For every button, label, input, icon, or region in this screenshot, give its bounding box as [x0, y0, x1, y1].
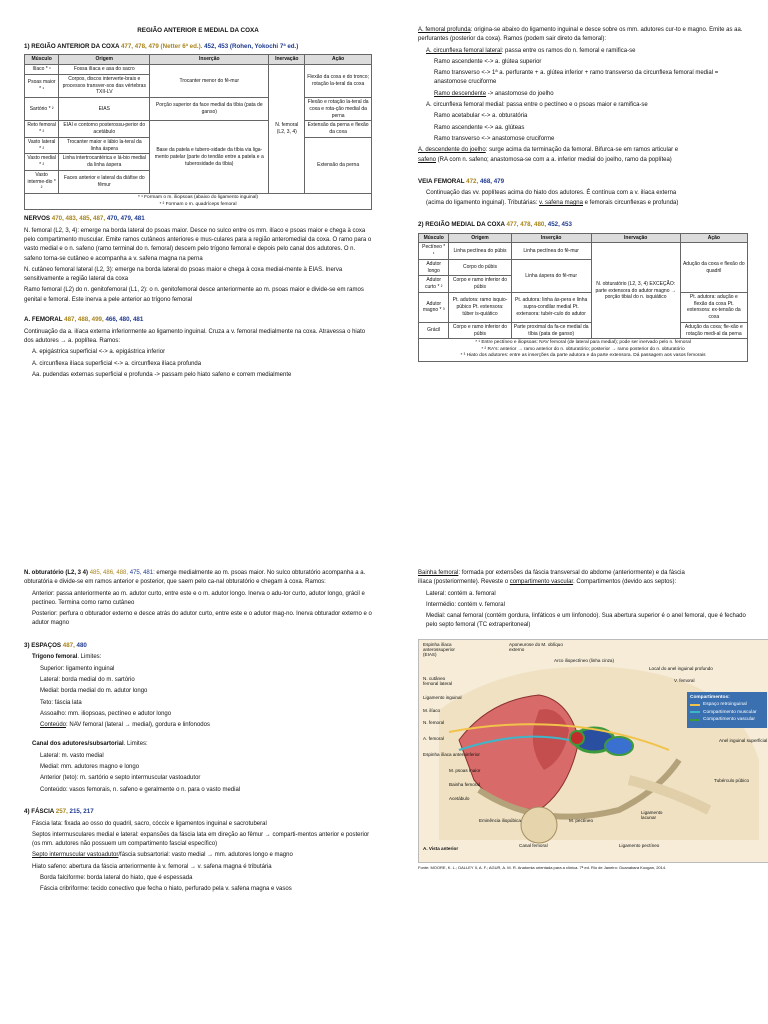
table-header-row: Músculo Origem Inserção Inervação Ação [419, 233, 748, 243]
anterior-muscles-table [24, 54, 372, 210]
adductor-canal-heading: Canal dos adutores/subsartorial. Limites: [32, 741, 148, 748]
figure-label: Tubérculo púbico [714, 777, 750, 783]
femoral-artery-paragraph: Continuação da a. ilíaca externa inferiormente ao ligamento inguinal. Cruza a v. femoral medialmente na coxa. Atravessa o hiato dos adutores → a. poplítea. Ramos: [24, 328, 366, 344]
table-row: Reto femoral * ² EIAI e contorno posterossu-perior do acetábulo Base da patela e tubero-sidade da tíbia via liga-mento patelar (parte do tendão entre a patela e a tuberosidade da tíbia) Extensão da perna e flexão da coxa [25, 121, 372, 138]
femoral-artery-heading: A. FEMORAL 487, 488, 499, 466, 480, 481 [24, 316, 144, 324]
figure-label: M. pectíneo [569, 817, 594, 823]
genitofemoral-paragraph: Ramo femoral (L2) do n. genitofemoral (L1, 2): o n. genitofemoral desce anteriormente ao m. psoas maior e divide-se em ramos genital e femoral. Este inerva a pele anterior ao trígono femoral [24, 287, 364, 303]
figure-label: N. femoral [423, 719, 445, 725]
list-item: Fáscia lata: fixada ao osso do quadril, sacro, cóccix e ligamentos inguinal e sacrotuberal [32, 820, 267, 827]
list-item: Medial: mm. adutores magno e longo [40, 764, 140, 771]
table-row: Psoas maior * ¹ Corpos, discos interverte-brais e processos transver-sos das vértebras TXII-LV [25, 74, 372, 97]
page-anterior-thigh [0, 0, 384, 512]
femoral-triangle-heading: Trígono femoral. Limites: [32, 654, 102, 661]
figure-label: Arco iliopectíneo (linha cinza) [554, 657, 615, 663]
table-row: Ilíaco * ¹ Fossa ilíaca e asa do sacro Trocanter menor do fê-mur N. femoral (L2, 3, 4) Flexão da coxa e do tronco; rotação la-teral da coxa [25, 65, 372, 75]
figure-label: M. psoas maior [449, 767, 481, 773]
femoral-sheath-illustration [418, 639, 768, 863]
page-femoral-sheath [384, 512, 768, 1024]
list-item: Ramo ascendente <-> aa. glúteas [434, 124, 525, 131]
list-item: Ramo descendente -> anastomose do joelho [434, 90, 554, 97]
femoral-vein-heading: VEIA FEMORAL 472, 468, 479 [418, 177, 505, 185]
table-row: Vasto interme-dio * ² Faces anterior e lateral da diáfise do fêmur [25, 170, 372, 193]
figure-label: Anel inguinal superficial [719, 737, 768, 743]
sheet-title: REGIÃO ANTERIOR E MEDIAL DA COXA [137, 27, 259, 34]
obturator-nerve-paragraph: N. obturatório (L2, 3 4) 485, 486, 488, 475, 481: emerge medialmente ao m. psoas maior. No sulco obturatório acompanha a a. obturatória e divide-se em ramos anterior e posterior, que saem pelo ca-nal obturatório e chegam à coxa. Ramos: [24, 570, 366, 586]
descending-genicular-paragraph: A. descendente do joelho: surge acima da terminação da femoral. Bifurca-se em ramos articular e safeno (RA com n. safeno; anastomosa-se com a a. inferior medial do joelho, ramo da poplítea) [418, 147, 679, 163]
legend-item: Espaço retroinguinal [690, 701, 764, 708]
table-row: Adutor longo Corpo do púbis Linha áspera do fê-mur [419, 259, 748, 276]
figure-label: Eminência iliopúbica [479, 817, 521, 823]
nerves-heading: NERVOS 470, 483, 485, 487, 470, 479, 481 [24, 215, 145, 223]
page-obturator-spaces [0, 512, 384, 1024]
table-row: Pectíneo * ¹ Linha pectínea do púbis Linha pectínea do fê-mur N. obturatório (L2, 3, 4) EXCEÇÃO: parte extensora do adutor magno → porção tibial do n. isquiático Adução da coxa e flexão do quadril [419, 243, 748, 260]
deep-femoral-paragraph: A. femoral profunda: origina-se abaixo do ligamento inguinal e desce sobre os mm. adutores cur-to e magno. Emite as aa. perfurantes (posterior da coxa). Ramos (podem sair direto da femoral): [418, 27, 743, 43]
table-footnote-row: * ¹ Formam o m. iliopsoas (abaixo do ligamento inguinal) * ² Formam o m. quadríceps femoral [25, 194, 372, 210]
figure-caption: Fonte: MOORE, K. L.; DALLEY II, A. F.; AGUR, A. M. R. Anatomia orientada para a clínica. 7ª ed. Rio de Janeiro: Guanabara Koogan, 2014. [418, 864, 667, 870]
list-item: A. circunflexa femoral medial: passa entre o pectíneo e o psoas maior e ramifica-se [426, 102, 648, 109]
table-row: Sartório * ² EIAS Porção superior da face medial da tíbia (pata de ganso) Flexão e rotação la-teral da coxa e rota-ção medial da perna [25, 98, 372, 121]
list-item: Lateral: borda medial do m. sartório [40, 676, 135, 683]
table-row: Vasto medial * ² Linha intertrocantérica e lá-bio medial da linha áspera [25, 154, 372, 171]
legend-item: Compartimento vascular [690, 716, 764, 723]
femoral-vein-paragraph: Continuação das vv. poplíteas acima do hiato dos adutores. É contínua com a v. ilíaca externa (acima do ligamento inguinal). Tributárias: v. safena magna e femorais circunflexas e profunda) [426, 190, 679, 206]
list-item: Teto: fáscia lata [40, 699, 82, 706]
figure-label: Ligamento pectíneo [619, 842, 660, 848]
figure-label: M. ilíaco [423, 707, 441, 713]
page-femoral-vessels [384, 0, 768, 512]
list-item: Posterior: perfura o obturador externo e desce atrás do adutor curto, entre este e o adutor mag-no. Inerva obturador externo e o adutor magno [32, 611, 372, 627]
list-item: Anterior (teto): m. sartório e septo intermuscular vastoadutor [40, 775, 201, 782]
table-row: Adutor magno * ³ Pt. adutora: ramo isquio-púbico Pt. extensora: túber is-quiático Pt. adutora: linha ás-pera e linha supra-condilar medial Pt. extensora: tubér-culo do adutor Pt. adutora: adução e flexão da coxa Pt. extensora: ex-tensão da coxa [419, 292, 748, 322]
table-header-row: Músculo Origem Inserção Inervação Ação [25, 55, 372, 65]
figure-label: Espinha ilíaca anteroinferior [423, 751, 480, 757]
list-item: A. circunflexa ilíaca superficial <-> a. circunflexa ilíaca profunda [32, 360, 202, 367]
list-item: A. epigástrica superficial <-> a. epigástrica inferior [32, 349, 166, 356]
femoral-nerve-paragraph: N. femoral (L2, 3, 4): emerge na borda lateral do psoas maior. Desce no sulco entre os mm. ilíaco e psoas maior e chega à coxa pelo compartimento muscular. Emite ramos cutâneos anteriores e mus-culares para a região anteromedial da coxa. O ramo para o vasto medial e o n. safeno (ramo terminal do n. femoral) descem pelo trígono femoral e depois pelo canal dos adutores. O n. safeno torna-se cutâneo e acompanha a v. safena magna na perna [24, 227, 372, 262]
list-item: Conteúdo: vasos femorais, n. safeno e geralmente o n. para o vasto medial [40, 786, 241, 793]
list-item: Hiato safeno: abertura da fáscia anteriormente à v. femoral → v. safena magna é tributária [32, 863, 272, 870]
list-item: Septo intermuscular vastoadutor/fáscia subsartorial: vasto medial → mm. adutores longo e magno [32, 852, 293, 859]
list-item: Lateral: m. vasto medial [40, 752, 104, 759]
table-footnote-row: * ¹ Entre pectíneo e iliopsoas: NAV femoral (de lateral para medial); pode ser inervado pelo n. femoral * ² RA's: anterior → ramo anterior do n. obturatório; posterior → ramo posterior do n. obturatório * ³ Hiato dos adutores: entre as inserções da parte adutora e da parte extensora. Dá passagem aos vasos femorais [419, 339, 748, 361]
list-item: Aa. pudendas externas superficial e profunda -> passam pelo hiato safeno e correm medialmente [32, 371, 292, 378]
list-item: Assoalho: mm. iliopsoas, pectíneo e adutor longo [40, 710, 172, 717]
lateral-cutaneous-nerve-paragraph: N. cutâneo femoral lateral (L2, 3): emerge na borda lateral do psoas maior e chega à coxa medial-mente à EIAS. Inerva sensitivamente a região lateral da coxa [24, 266, 343, 283]
legend-swatch [690, 711, 700, 713]
figure-label: N. cutâneo femoral lateral [423, 675, 453, 686]
figure-label: Bainha femoral [449, 781, 480, 787]
figure-label: Ligamento lacunar [641, 809, 663, 820]
section-medial-heading: 2) REGIÃO MEDIAL DA COXA 477, 478, 480, 452, 453 [418, 221, 572, 229]
fascia-heading: 4) FÁSCIA 257, 215, 217 [24, 807, 94, 815]
figure-label: Espinha ilíaca anterossuperior (EIAS) [423, 641, 455, 657]
list-item: Lateral: contém a. femoral [426, 590, 496, 597]
list-item: Intermédio: contém v. femoral [426, 601, 505, 608]
femoral-sheath-paragraph: Bainha femoral: formada por extensões da fáscia transversal do abdome (anteriormente) e da fáscia ilíaca (posteriormente). Reveste o compartimento vascular. Compartimentos (devido aos septos): [418, 570, 685, 586]
legend-swatch [690, 704, 700, 706]
list-item: Anterior: passa anteriormente ao m. adutor curto, entre este e o m. adutor longo. Inerva o adu-tor curto, adutor longo, grácil e pectíneo. Termina como ramo cutâneo [32, 590, 365, 606]
figure-label: Canal femoral [519, 842, 548, 848]
table-row: Vasto lateral * ² Trocanter maior e lábio la-teral da linha áspera Extensão da perna [25, 137, 372, 154]
list-item: Medial: canal femoral (contém gordura, linfáticos e um linfonodo). Sua abertura superior é o anel femoral, que é fechado pelo septo femoral (TC extraperitoneal) [426, 613, 746, 629]
medial-muscles-table [418, 233, 748, 362]
list-item: Ramo transverso <-> anastomose cruciforme [434, 135, 555, 142]
figure-label: V. femoral [674, 677, 695, 683]
anatomy-drawing [419, 640, 768, 862]
spaces-heading: 3) ESPAÇOS 487, 480 [24, 641, 87, 649]
figure-label: Local do anel inguinal profundo [649, 665, 713, 671]
list-item: Conteúdo: NAV femoral (lateral → medial), gordura e linfonodos [40, 722, 210, 729]
list-item: A. circunflexa femoral lateral: passa entre os ramos do n. femoral e ramifica-se [426, 47, 636, 54]
figure-label: Aponeurose do M. oblíquo externo [509, 641, 563, 652]
figure-label: Acetábulo [449, 795, 470, 801]
list-item: Borda falciforme: borda lateral do hiato, que é espessada [40, 875, 193, 882]
figure-label: A. femoral [423, 735, 444, 741]
list-item: Fáscia cribriforme: tecido conectivo que fecha o hiato, perfurado pela v. safena magna e vasos [40, 886, 292, 893]
list-item: Septos intermusculares medial e lateral: expansões da fáscia lata em direção ao fêmur → comparti-mentos anterior e posterior (os mm. adutores não possuem um compartimento fascial específico) [32, 831, 370, 848]
list-item: Ramo acetabular <-> a. obturatória [434, 113, 528, 120]
list-item: Ramo transverso <-> 1ª a. perfurante + a. glútea inferior + ramo transverso da circunflexa femoral medial = anastomose cruciforme [434, 70, 719, 86]
list-item: Superior: ligamento inguinal [40, 665, 115, 672]
table-row: Adutor curto * ² Corpo e ramo inferior do púbis [419, 276, 748, 293]
table-row: Grácil Corpo e ramo inferior do púbis Parte proximal da fa-ce medial da tíbia (pata de ganso) Adução da coxa; fle-xão e rotação medi-al da perna [419, 322, 748, 339]
legend-swatch [690, 719, 700, 721]
list-item: Ramo ascendente <-> a. glútea superior [434, 58, 542, 65]
section-anterior-heading: 1) REGIÃO ANTERIOR DA COXA 477, 478, 479 (Netter 6ª ed.). 452, 453 (Rohen, Yokochi 7ª ed.) [24, 42, 299, 50]
figure-view-label: A. Vista anterior [423, 845, 459, 851]
figure-label: Ligamento inguinal [423, 694, 462, 700]
figure-legend: Compartimentos: Espaço retroinguinal Compartimento muscular Compartimento vascular [687, 692, 767, 728]
list-item: Medial: borda medial do m. adutor longo [40, 688, 148, 695]
legend-item: Compartimento muscular [690, 709, 764, 716]
